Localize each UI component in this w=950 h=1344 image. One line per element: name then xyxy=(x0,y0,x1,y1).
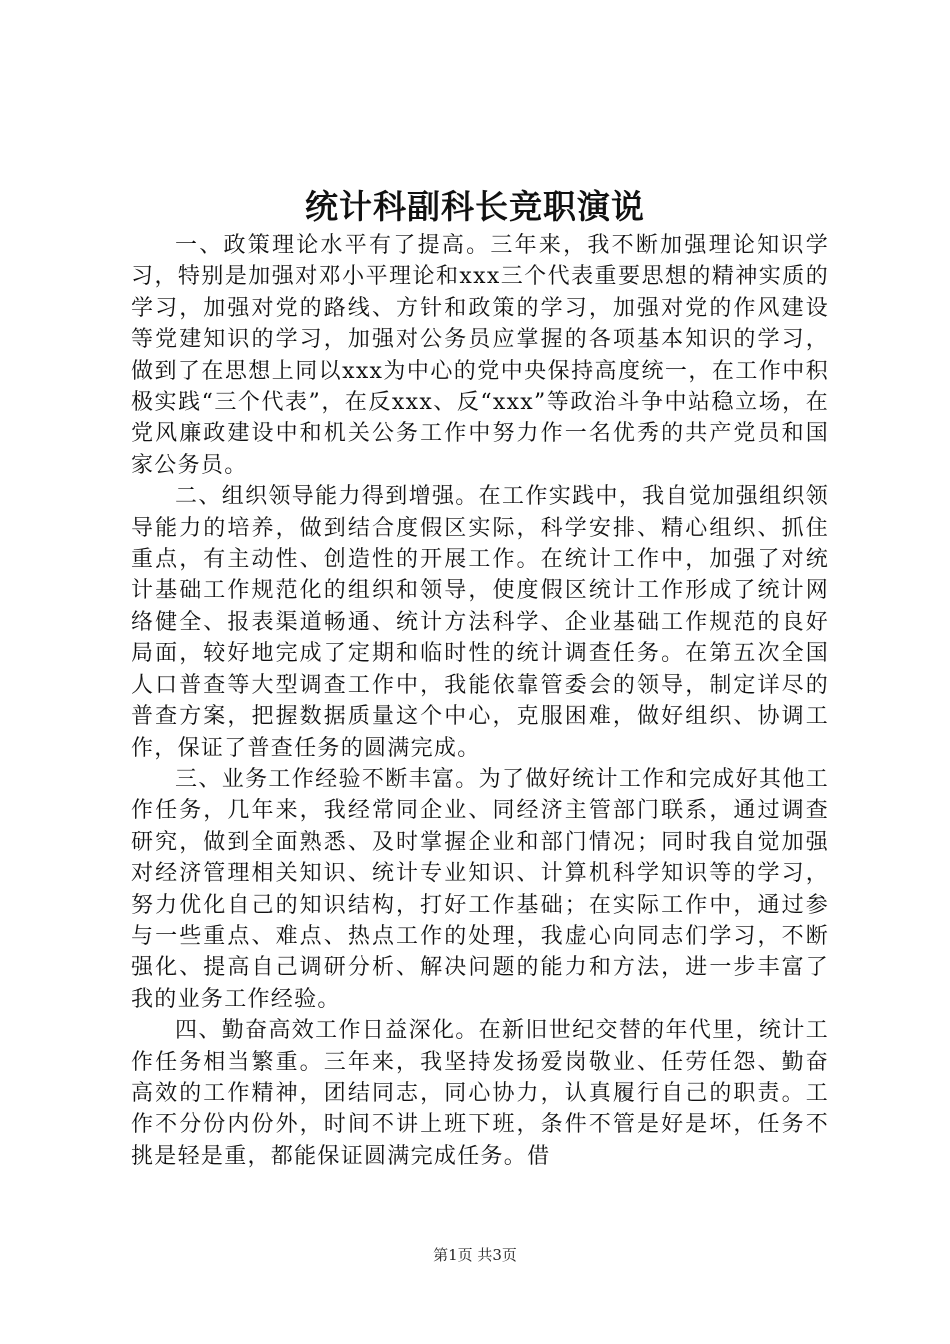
paragraph-diligence: 四、勤奋高效工作日益深化。在新旧世纪交替的年代里，统计工作任务相当繁重。三年来，我坚持发扬爱岗敬业、任劳任怨、勤奋高效的工作精神，团结同志，同心协力，认真履行自己的职责。工作不分份内份外，时间不讲上班下班，条件不管是好是坏，任务不挑是轻是重，都能保证圆满完成任务。借 xyxy=(131,1018,829,1169)
paragraph-policy-theory: 一、政策理论水平有了提高。三年来，我不断加强理论知识学习，特别是加强对邓小平理论和xxx三个代表重要思想的精神实质的学习，加强对党的路线、方针和政策的学习，加强对党的作风建设等党建知识的学习，加强对公务员应掌握的各项基本知识的学习，做到了在思想上同以xxx为中心的党中央保持高度统一，在工作中积极实践“三个代表”，在反xxx、反“xxx”等政治斗争中站稳立场，在党风廉政建设中和机关公务工作中努力作一名优秀的共产党员和国家公务员。 xyxy=(131,233,829,478)
paragraph-leadership: 二、组织领导能力得到增强。在工作实践中，我自觉加强组织领导能力的培养，做到结合度假区实际，科学安排、精心组织、抓住重点，有主动性、创造性的开展工作。在统计工作中，加强了对统计基础工作规范化的组织和领导，使度假区统计工作形成了统计网络健全、报表渠道畅通、统计方法科学、企业基础工作规范的良好局面，较好地完成了定期和临时性的统计调查任务。在第五次全国人口普查等大型调查工作中，我能依靠管委会的领导，制定详尽的普查方案，把握数据质量这个中心，克服困难，做好组织、协调工作，保证了普查任务的圆满完成。 xyxy=(131,484,829,761)
document-body xyxy=(131,230,829,1172)
page-number-footer: 第1页 共3页 xyxy=(433,1246,517,1264)
paragraph-work-experience: 三、业务工作经验不断丰富。为了做好统计工作和完成好其他工作任务，几年来，我经常同企业、同经济主管部门联系，通过调查研究，做到全面熟悉、及时掌握企业和部门情况；同时我自觉加强对经济管理相关知识、统计专业知识、计算机科学知识等的学习，努力优化自己的知识结构，打好工作基础；在实际工作中，通过参与一些重点、难点、热点工作的处理，我虚心向同志们学习，不断强化、提高自己调研分析、解决问题的能力和方法，进一步丰富了我的业务工作经验。 xyxy=(131,766,829,1012)
document-title: 统计科副科长竞职演说 xyxy=(305,187,645,226)
